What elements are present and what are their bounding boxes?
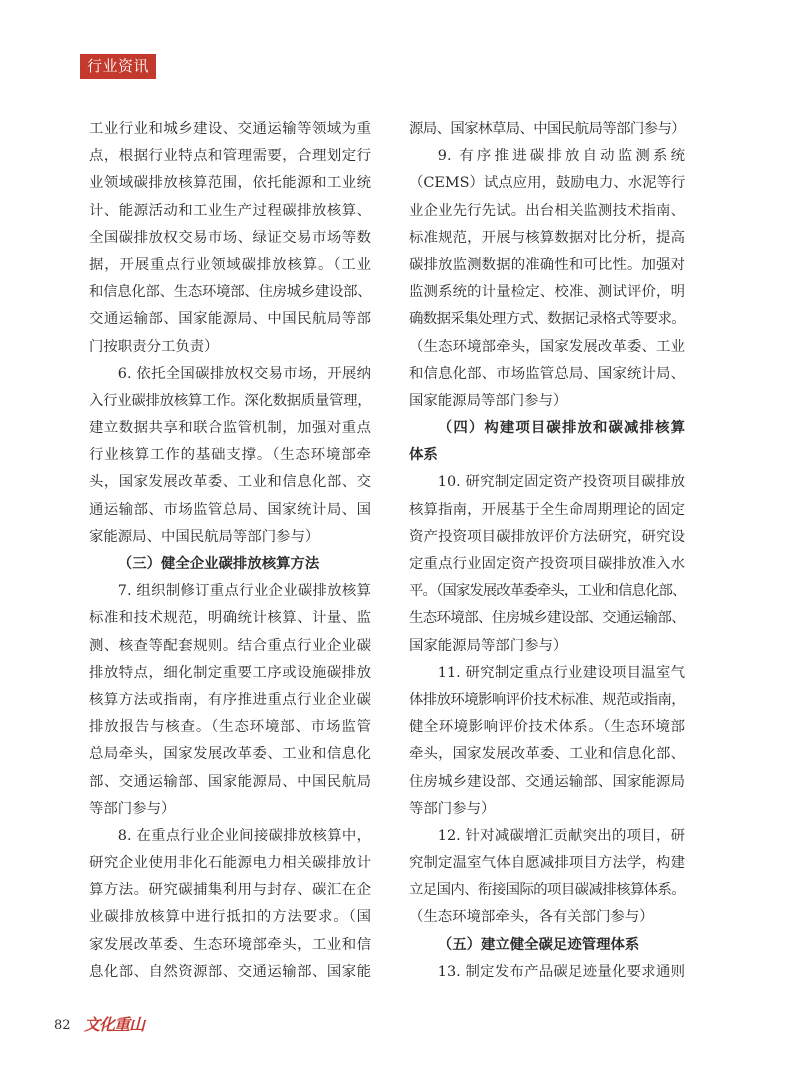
section-heading: （五）建立健全碳足迹管理体系 bbox=[437, 936, 640, 953]
paragraph-item-6 bbox=[89, 361, 371, 551]
text-line: 等部门参与） bbox=[89, 800, 176, 817]
text-line: 行业核算工作的基础支撑。（生态环境部牵 bbox=[89, 447, 371, 464]
text-line: （生态环境部牵头，各有关部门参与） bbox=[409, 909, 654, 926]
text-line: 9. 有序推进碳排放自动监测系统 bbox=[437, 148, 685, 165]
text-line: 标准规范，开展与核算数据对比分析，提高 bbox=[409, 229, 685, 246]
text-line: 入行业碳排放核算工作。深化数据质量管理， bbox=[89, 392, 371, 409]
text-line: 平。（国家发展改革委牵头，工业和信息化部、 bbox=[409, 583, 685, 600]
text-line: 业碳排放核算中进行抵扣的方法要求。（国 bbox=[89, 909, 371, 926]
paragraph-item-12 bbox=[409, 823, 685, 932]
text-line: 计、能源活动和工业生产过程碳排放核算、 bbox=[89, 202, 371, 219]
paragraph-item-8 bbox=[89, 823, 371, 986]
text-line: 测、核查等配套规则。结合重点行业企业碳 bbox=[89, 637, 371, 654]
text-line: 头，国家发展改革委、工业和信息化部、交 bbox=[89, 474, 371, 491]
text-line: 全国碳排放权交易市场、绿证交易市场等数 bbox=[89, 229, 371, 246]
text-line: 源局、国家林草局、中国民航局等部门参与） bbox=[409, 121, 685, 137]
text-line: 等部门参与） bbox=[409, 800, 496, 817]
paragraph-item-11 bbox=[409, 660, 685, 823]
text-line: 碳排放监测数据的准确性和可比性。加强对 bbox=[409, 256, 685, 273]
text-line: 建立数据共享和联合监管机制，加强对重点 bbox=[89, 420, 371, 437]
text-line: 11. 研究制定重点行业建设项目温室气 bbox=[437, 664, 685, 681]
text-line: 8. 在重点行业企业间接碳排放核算中， bbox=[117, 827, 371, 844]
paragraph-continued bbox=[89, 116, 371, 361]
text-line: 门按职责分工负责） bbox=[89, 338, 219, 355]
text-line: 交通运输部、国家能源局、中国民航局等部 bbox=[89, 311, 371, 328]
text-line: 总局牵头，国家发展改革委、工业和信息化 bbox=[89, 746, 371, 763]
magazine-logo: 文化重山 bbox=[84, 1015, 145, 1034]
text-line: 部、交通运输部、国家能源局、中国民航局 bbox=[89, 773, 371, 790]
text-line: 工业行业和城乡建设、交通运输等领域为重 bbox=[89, 121, 371, 137]
text-line: 业领域碳排放核算范围，依托能源和工业统 bbox=[89, 175, 371, 192]
text-line: 业企业先行先试。出台相关监测技术指南、 bbox=[409, 202, 685, 219]
text-line: 定重点行业固定资产投资项目碳排放准入水 bbox=[409, 556, 685, 572]
text-line: 确数据采集处理方式、数据记录格式等要求。 bbox=[409, 311, 685, 328]
text-line: 家发展改革委、生态环境部牵头，工业和信 bbox=[89, 936, 371, 953]
right-column bbox=[409, 116, 685, 986]
text-line: 牵头，国家发展改革委、工业和信息化部、 bbox=[409, 746, 685, 763]
paragraph-item-7 bbox=[89, 578, 371, 823]
text-line: 标准和技术规范，明确统计核算、计量、监 bbox=[89, 610, 371, 627]
section-heading bbox=[409, 415, 685, 469]
text-line: 12. 针对减碳增汇贡献突出的项目，研 bbox=[437, 827, 685, 844]
section-heading-line: 体系 bbox=[409, 447, 438, 464]
text-line: 10. 研究制定固定资产投资项目碳排放 bbox=[437, 474, 685, 491]
section-tab: 行业资讯 bbox=[80, 54, 156, 79]
text-line: 通运输部、市场监管总局、国家统计局、国 bbox=[89, 501, 371, 518]
text-line: 据，开展重点行业领域碳排放核算。（工业 bbox=[89, 256, 371, 273]
text-line: 点，根据行业特点和管理需要，合理划定行 bbox=[89, 148, 371, 165]
paragraph-item-13 bbox=[409, 959, 685, 986]
paragraph-item-10 bbox=[409, 469, 685, 659]
text-line: 和信息化部、市场监管总局、国家统计局、 bbox=[409, 365, 685, 382]
text-line: 核算方法或指南，有序推进重点行业企业碳 bbox=[89, 691, 371, 708]
text-line: 研究企业使用非化石能源电力相关碳排放计 bbox=[89, 855, 371, 872]
text-line: 生态环境部、住房城乡建设部、交通运输部、 bbox=[409, 610, 685, 627]
text-line: 家能源局、中国民航局等部门参与） bbox=[89, 528, 320, 545]
section-heading-line: （四）构建项目碳排放和碳减排核算 bbox=[437, 420, 685, 437]
text-line: 立足国内、衔接国际的项目碳减排核算体系。 bbox=[409, 882, 685, 899]
text-line: 6. 依托全国碳排放权交易市场，开展纳 bbox=[117, 365, 371, 382]
text-line: 健全环境影响评价技术体系。（生态环境部 bbox=[409, 719, 685, 736]
text-line: 排放报告与核查。（生态环境部、市场监管 bbox=[89, 719, 371, 736]
text-line: 核算指南，开展基于全生命周期理论的固定 bbox=[409, 501, 685, 518]
text-line: 究制定温室气体自愿减排项目方法学，构建 bbox=[409, 855, 685, 872]
left-column bbox=[89, 116, 371, 986]
text-line: 7. 组织制修订重点行业企业碳排放核算 bbox=[117, 583, 371, 600]
text-line: 国家能源局等部门参与） bbox=[409, 392, 568, 409]
paragraph-item-9 bbox=[409, 143, 685, 415]
text-line: 13. 制定发布产品碳足迹量化要求通则 bbox=[437, 963, 685, 980]
text-line: 资产投资项目碳排放评价方法研究，研究设 bbox=[409, 528, 685, 545]
text-line: 国家能源局等部门参与） bbox=[409, 637, 568, 654]
text-line: 算方法。研究碳捕集利用与封存、碳汇在企 bbox=[89, 882, 371, 899]
paragraph-item-8-continued bbox=[409, 116, 685, 143]
text-line: （CEMS）试点应用，鼓励电力、水泥等行 bbox=[409, 175, 686, 192]
text-line: 息化部、自然资源部、交通运输部、国家能 bbox=[89, 963, 371, 980]
section-heading: （三）健全企业碳排放核算方法 bbox=[117, 556, 320, 572]
page-number: 82 bbox=[54, 1018, 71, 1033]
text-line: （生态环境部牵头，国家发展改革委、工业 bbox=[409, 338, 685, 355]
text-line: 住房城乡建设部、交通运输部、国家能源局 bbox=[409, 773, 685, 790]
text-line: 排放特点，细化制定重要工序或设施碳排放 bbox=[89, 664, 371, 681]
text-line: 和信息化部、生态环境部、住房城乡建设部、 bbox=[89, 284, 371, 301]
text-line: 体排放环境影响评价技术标准、规范或指南， bbox=[409, 691, 685, 708]
text-line: 监测系统的计量检定、校准、测试评价，明 bbox=[409, 284, 685, 301]
